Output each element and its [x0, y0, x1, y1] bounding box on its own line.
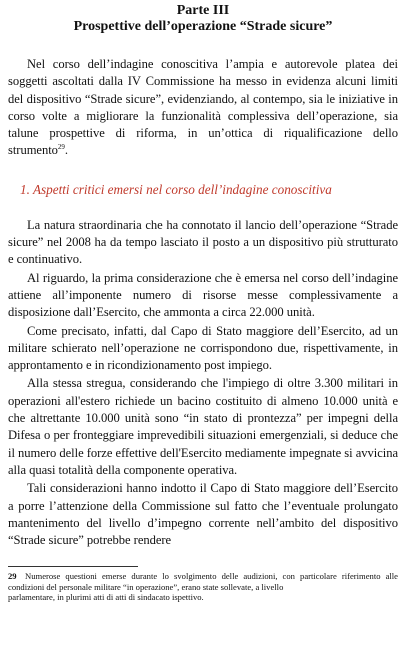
part-label: Parte III — [176, 3, 230, 18]
footnote-ref[interactable]: 29 — [57, 143, 65, 152]
body-paragraph-2: Al riguardo, la prima considerazione che è emersa nel corso dell’indagine attiene all’imponente numero di risorse messe complessivamente a disposizione dall’Esercito, che ammonta a circa 22.000 unità. — [8, 270, 398, 320]
body-paragraph-1: La natura straordinaria che ha connotato il lancio dell’operazione “Strade sicure” nel 2008 ha da tempo lasciato il posto a un dispositivo più strutturato e continuativo. — [8, 217, 398, 267]
footnote-number: 29 — [8, 571, 17, 582]
footnote-text-first: Numerose questioni emerse durante lo svolgimento delle audizioni, con particolare riferimento alle condizioni del personale militare “in operazione”, erano state sollevate, a livello — [8, 571, 398, 592]
intro-paragraph — [8, 56, 398, 160]
footnote-text-rest: parlamentare, in plurimi atti di atti di sindacato ispettivo. — [8, 592, 204, 603]
intro-text: Nel corso dell’indagine conoscitiva l’ampia e autorevole platea dei soggetti ascoltati dalla IV Commissione ha messo in evidenza alcuni limiti del dispositivo “Strade sicure”, evidenziando, al contempo, sia le iniziative in corso volte a migliorare la funzionalità complessiva dell’operazione, sia talune prospettive di riforma, in un’ottica di riqualificazione dello strumento — [8, 57, 398, 158]
footnote — [8, 571, 398, 592]
intro-end: . — [64, 143, 68, 158]
section-heading: 1. Aspetti critici emersi nel corso dell’indagine conoscitiva — [20, 181, 332, 197]
body-paragraph-5: Tali considerazioni hanno indotto il Capo di Stato maggiore dell’Esercito a porre l’attenzione della Commissione sul fatto che l’eventuale prolungato mantenimento del livello d’impegno corrente nell’ambito del dispositivo “Strade sicure” potrebbe rendere — [8, 481, 398, 548]
body-paragraph-3: Come precisato, infatti, dal Capo di Stato maggiore dell’Esercito, ad un militare schierato nell’operazione ne corrispondono due, rispettivamente, in approntamento e in ricondizionamento post impiego. — [8, 323, 398, 373]
body-paragraph-4: Alla stessa stregua, considerando che l'impiego di oltre 3.300 militari in operazioni all'estero richiede un bacino costituito di almeno 10.000 unità e che altrettante 10.000 unità sono “in stato di prontezza” per impegni della Difesa o per fronteggiare imprevedibili situazioni emergenziali, si deduce che il numero delle forze effettive dell'Esercito mediamente impegnate si avvicina alla quasi totalità della componente operativa. — [8, 376, 398, 477]
part-title: Prospettive dell’operazione “Strade sicure” — [73, 19, 333, 34]
